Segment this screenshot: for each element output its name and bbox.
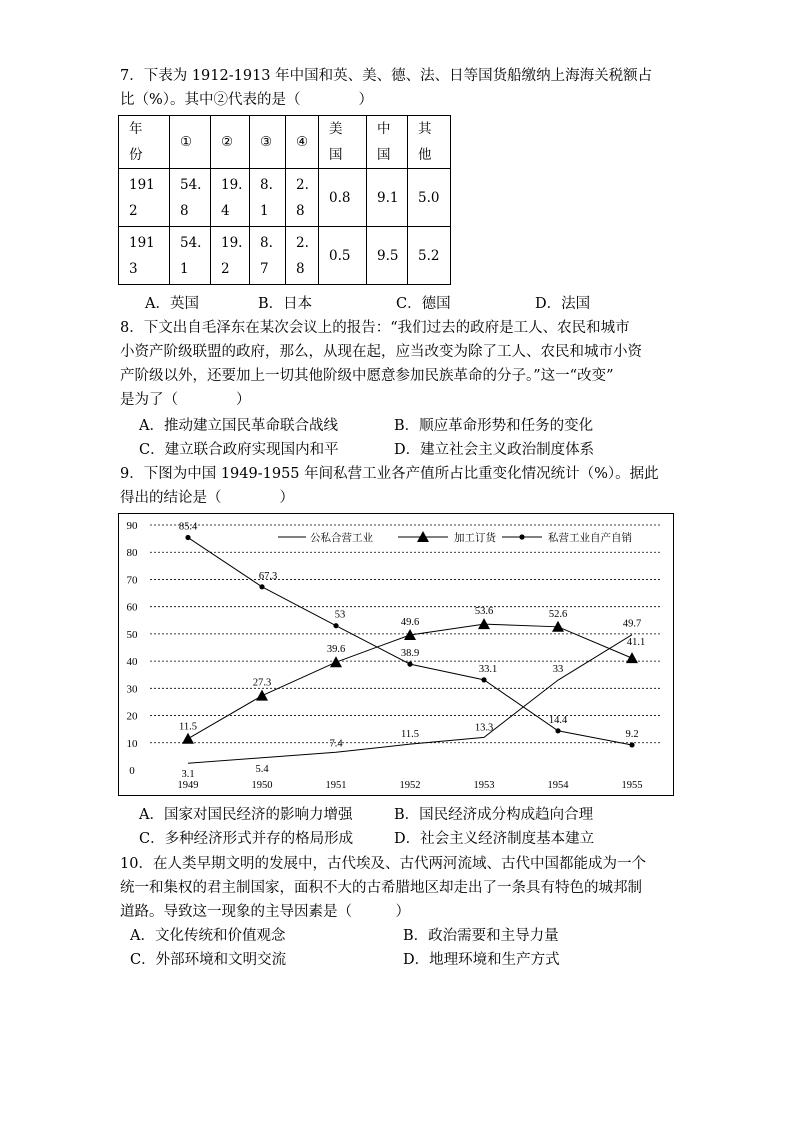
data-label: 3.1 [181,769,195,781]
q10-stem-line2: 统一和集权的君主制国家，面积不大的古希腊地区却走出了一条具有特色的城邦制 [120,880,642,896]
legend-label: 加工订货 [454,533,496,544]
x-tick-label: 1952 [399,780,421,791]
q7-option-d[interactable]: D．法国 [535,296,591,312]
y-tick-label: 50 [126,628,138,641]
table-cell: ② [211,116,250,169]
data-label: 13.3 [474,722,494,734]
legend-label: 公私合营工业 [310,533,373,544]
chart-frame [119,514,674,796]
table-cell: ① [170,116,211,169]
y-tick-label: 80 [126,547,138,560]
private-industry-line-chart [118,513,674,796]
x-tick-label: 1949 [177,780,199,791]
data-label: 85.4 [178,521,198,533]
y-tick-label: 90 [126,520,138,532]
x-tick-label: 1955 [621,780,643,791]
circle-marker [185,535,190,540]
legend-circle-icon [519,534,524,539]
q8-option-a[interactable]: A．推动建立国民革命联合战线 [139,418,338,434]
q8-stem-line4: 是为了（ ） [120,392,251,408]
circle-marker [259,584,264,589]
q9-option-a[interactable]: A．国家对国民经济的影响力增强 [139,807,353,823]
x-tick-label: 1950 [251,780,273,791]
q8-stem-line3: 产阶级以外，还要加上一切其他阶级中愿意参加民族革命的分子。”这一“改变” [120,368,614,384]
q9-stem-line1: 9．下图为中国 1949-1955 年间私营工业各产值所占比重变化情况统计（%）。据此 [120,466,659,482]
circle-marker [481,677,486,682]
data-label: 49.7 [622,618,642,630]
x-tick-label: 1953 [473,780,495,791]
q10-option-c[interactable]: C．外部环境和文明交流 [130,952,287,968]
table-cell: 54. 1 [170,227,211,285]
q9-option-c[interactable]: C．多种经济形式并存的格局形成 [139,831,354,847]
table-cell: 5.2 [408,227,451,285]
data-label: 38.9 [400,648,420,660]
q8-stem-line2: 小资产阶级联盟的政府，那么，从现在起，应当改变为除了工人、农民和城市小资 [120,344,642,360]
table-cell: 8. 1 [250,169,286,227]
table-cell: 54. 8 [170,169,211,227]
q8-option-b[interactable]: B．顺应革命形势和任务的变化 [394,418,594,434]
table-cell: ③ [250,116,286,169]
q8-stem-line1: 8．下文出自毛泽东在某次会议上的报告：“我们过去的政府是工人、农民和城市 [120,320,630,336]
q8-option-c[interactable]: C．建立联合政府实现国内和平 [139,442,339,458]
y-tick-label: 20 [126,710,138,723]
y-tick-label: 60 [126,601,138,614]
table-cell: 2. 8 [286,227,319,285]
data-label: 11.5 [179,721,197,733]
q10-option-a[interactable]: A．文化传统和价值观念 [130,928,286,944]
q9-option-b[interactable]: B．国民经济成分构成趋向合理 [394,807,594,823]
table-cell: 19. 2 [211,227,250,285]
table-cell: 9.5 [367,227,408,285]
y-tick-label: 30 [126,683,138,696]
table-cell: 美 国 [319,116,367,169]
table-header-row [119,116,451,169]
data-label: 9.2 [625,728,639,740]
circle-marker [629,742,634,747]
table-cell: 0.8 [319,169,367,227]
q9-option-d[interactable]: D．社会主义经济制度基本建立 [394,831,595,847]
circle-marker [333,623,338,628]
data-label: 11.5 [401,729,419,741]
table-cell: 2. 8 [286,169,319,227]
table-cell: 19. 4 [211,169,250,227]
table-cell: 191 3 [119,227,170,285]
q8-option-d[interactable]: D．建立社会主义政治制度体系 [394,442,595,458]
table-cell: ④ [286,116,319,169]
data-label: 67.3 [258,570,278,582]
data-label: 33.1 [478,663,498,675]
data-label: 53.6 [474,606,494,618]
table-row [119,227,451,285]
q7-option-b[interactable]: B．日本 [258,296,313,312]
table-cell: 中 国 [367,116,408,169]
table-cell: 其 他 [408,116,451,169]
data-label: 5.4 [255,763,269,775]
y-tick-label: 70 [126,574,138,587]
table-cell: 9.1 [367,169,408,227]
q10-stem-line1: 10．在人类早期文明的发展中，古代埃及、古代两河流域、古代中国都能成为一个 [120,856,646,872]
table-row [119,169,451,227]
y-tick-label: 40 [126,656,138,669]
q7-option-a[interactable]: A．英国 [145,296,199,312]
q10-option-d[interactable]: D．地理环境和生产方式 [403,952,560,968]
q9-stem-line2: 得出的结论是（ ） [120,490,294,506]
data-label: 49.6 [400,616,420,628]
data-label: 41.1 [626,637,646,649]
x-tick-label: 1951 [325,780,347,791]
table-cell: 191 2 [119,169,170,227]
table-cell: 0.5 [319,227,367,285]
y-tick-label: 10 [126,737,138,750]
q7-option-c[interactable]: C．德国 [396,296,451,312]
q10-stem-line3: 道路。导致这一现象的主导因素是（ ） [120,904,410,920]
tax-share-table [118,115,451,285]
table-cell: 年 份 [119,116,170,169]
table-cell: 5.0 [408,169,451,227]
data-label: 14.4 [548,714,568,726]
q7-stem-line2: 比（%）。其中②代表的是（ ） [120,92,374,108]
q7-stem-line1: 7．下表为 1912-1913 年中国和英、美、德、法、日等国货船缴纳上海海关税额占 [120,68,653,84]
q10-option-b[interactable]: B．政治需要和主导力量 [403,928,559,944]
table-cell: 8. 7 [250,227,286,285]
data-label: 7.4 [329,738,343,750]
x-tick-label: 1954 [547,780,569,791]
data-label: 53 [334,609,346,621]
legend-label: 私营工业自产自销 [548,533,632,544]
circle-marker [555,728,560,733]
data-label: 33 [552,664,564,676]
circle-marker [407,662,412,667]
data-label: 39.6 [326,644,346,656]
data-label: 27.3 [252,677,272,689]
data-label: 52.6 [548,608,568,620]
y-tick-label: 0 [129,765,135,777]
